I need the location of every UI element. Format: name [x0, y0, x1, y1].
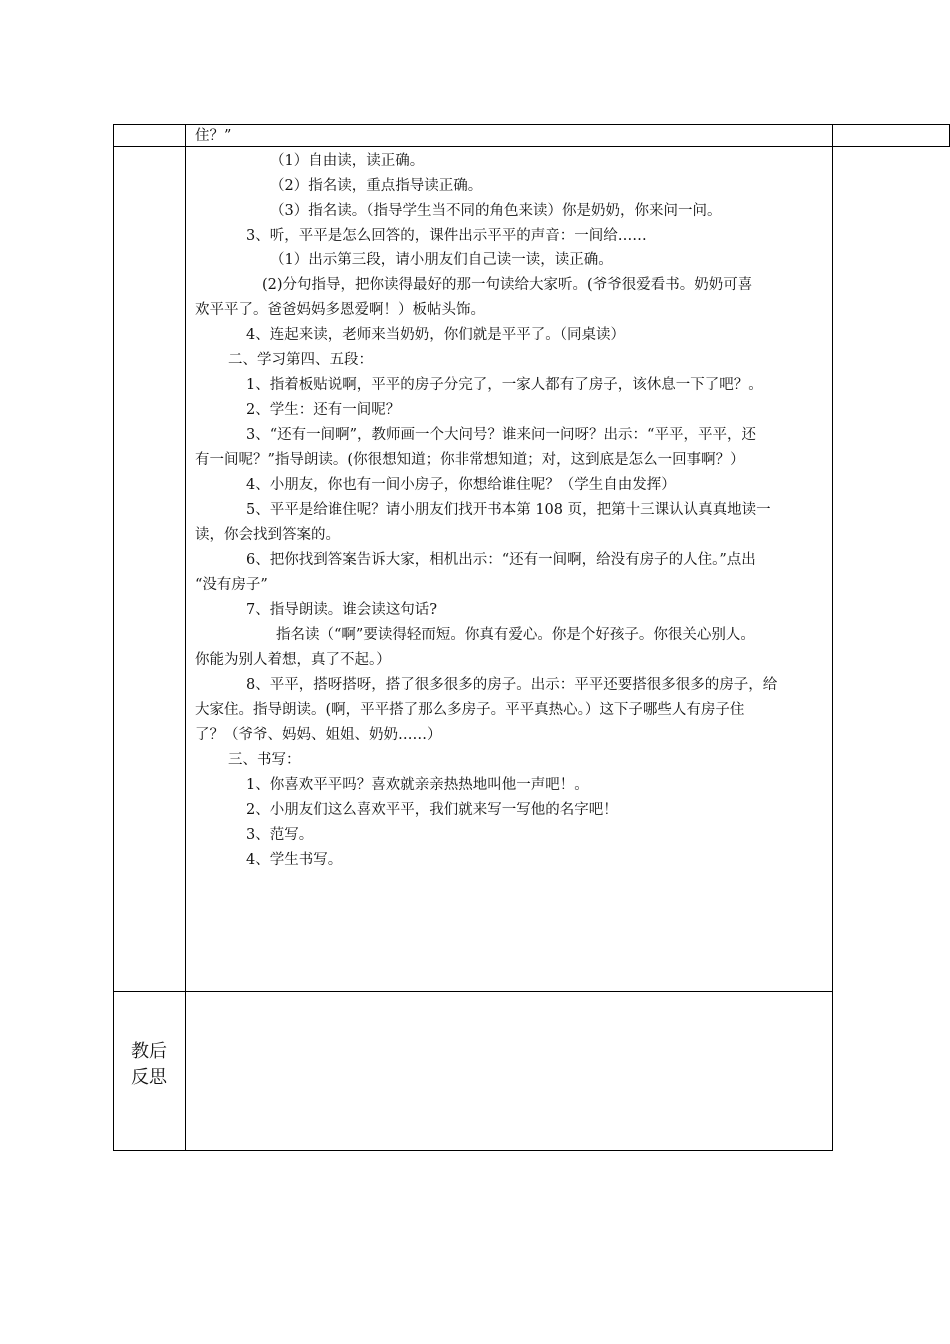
body-line: 你能为别人着想，真了不起。）	[195, 652, 391, 668]
body-line: 读，你会找到答案的。	[195, 527, 340, 543]
body-line: 3、范写。	[246, 827, 314, 843]
body-line: （1）自由读，读正确。	[270, 153, 425, 169]
body-line: 7、指导朗读。谁会读这句话?	[246, 602, 437, 618]
body-line: 4、连起来读，老师来当奶奶，你们就是平平了。（同桌读）	[246, 327, 625, 343]
body-line: 1、指着板贴说啊，平平的房子分完了，一家人都有了房子，该休息一下了吧？。	[246, 377, 763, 393]
top-row-content: 住？”	[195, 128, 232, 144]
body-line: 指名读（“啊”要读得轻而短。你真有爱心。你是个好孩子。你很关心别人。	[276, 627, 755, 643]
body-line: 4、小朋友，你也有一间小房子，你想给谁住呢？（学生自由发挥）	[246, 477, 676, 493]
body-line: 8、平平，搭呀搭呀，搭了很多很多的房子。出示：平平还要搭很多很多的房子，给	[246, 677, 778, 693]
body-line: 欢平平了。爸爸妈妈多恩爱啊！）板帖头饰。	[195, 302, 485, 318]
row-divider-1	[113, 146, 950, 147]
body-line: 3、听，平平是怎么回答的，课件出示平平的声音：一间给……	[246, 228, 647, 244]
body-line: 4、学生书写。	[246, 852, 343, 868]
table-border-top	[113, 124, 950, 125]
body-line: 2、小朋友们这么喜欢平平，我们就来写一写他的名字吧！	[246, 802, 618, 818]
body-line: “没有房子”	[195, 577, 268, 593]
body-line: 3、“还有一间啊”，教师画一个大问号？谁来问一问呀？出示：“平平，平平，还	[246, 427, 756, 443]
body-line: 有一间呢？”指导朗读。(你很想知道；你非常想知道；对，这到底是怎么一回事啊？）	[195, 452, 745, 468]
section-heading: 三、书写：	[228, 752, 301, 768]
reflection-label-line1: 教后	[131, 1041, 167, 1062]
body-line: （3）指名读。（指导学生当不同的角色来读）你是奶奶，你来问一问。	[270, 203, 722, 219]
body-line: 了？（爷爷、妈妈、姐姐、奶奶……）	[195, 727, 442, 743]
body-line: 大家住。指导朗读。(啊，平平搭了那么多房子。平平真热心。）这下子哪些人有房子住	[195, 702, 745, 718]
section-heading: 二、学习第四、五段：	[228, 352, 373, 368]
table-border-bottom	[113, 1150, 833, 1151]
body-line: (2)分句指导，把你读得最好的那一句读给大家听。(爷爷很爱看书。奶奶可喜	[262, 277, 753, 293]
body-line: 5、平平是给谁住呢？请小朋友们找开书本第 108 页，把第十三课认认真真地读一	[246, 502, 771, 518]
body-line: （2）指名读，重点指导读正确。	[270, 178, 483, 194]
reflection-label-line2: 反思	[131, 1067, 167, 1088]
column-divider-1	[185, 124, 186, 1151]
table-border-left	[113, 124, 114, 1151]
body-line: （1）出示第三段，请小朋友们自己读一读，读正确。	[270, 252, 613, 268]
body-line: 1、你喜欢平平吗？喜欢就亲亲热热地叫他一声吧！。	[246, 777, 589, 793]
body-line: 6、把你找到答案告诉大家，相机出示：“还有一间啊，给没有房子的人住。”点出	[246, 552, 756, 568]
row-divider-2	[113, 991, 833, 992]
body-line: 2、学生：还有一间呢？	[246, 402, 401, 418]
column-divider-2	[832, 124, 833, 1151]
